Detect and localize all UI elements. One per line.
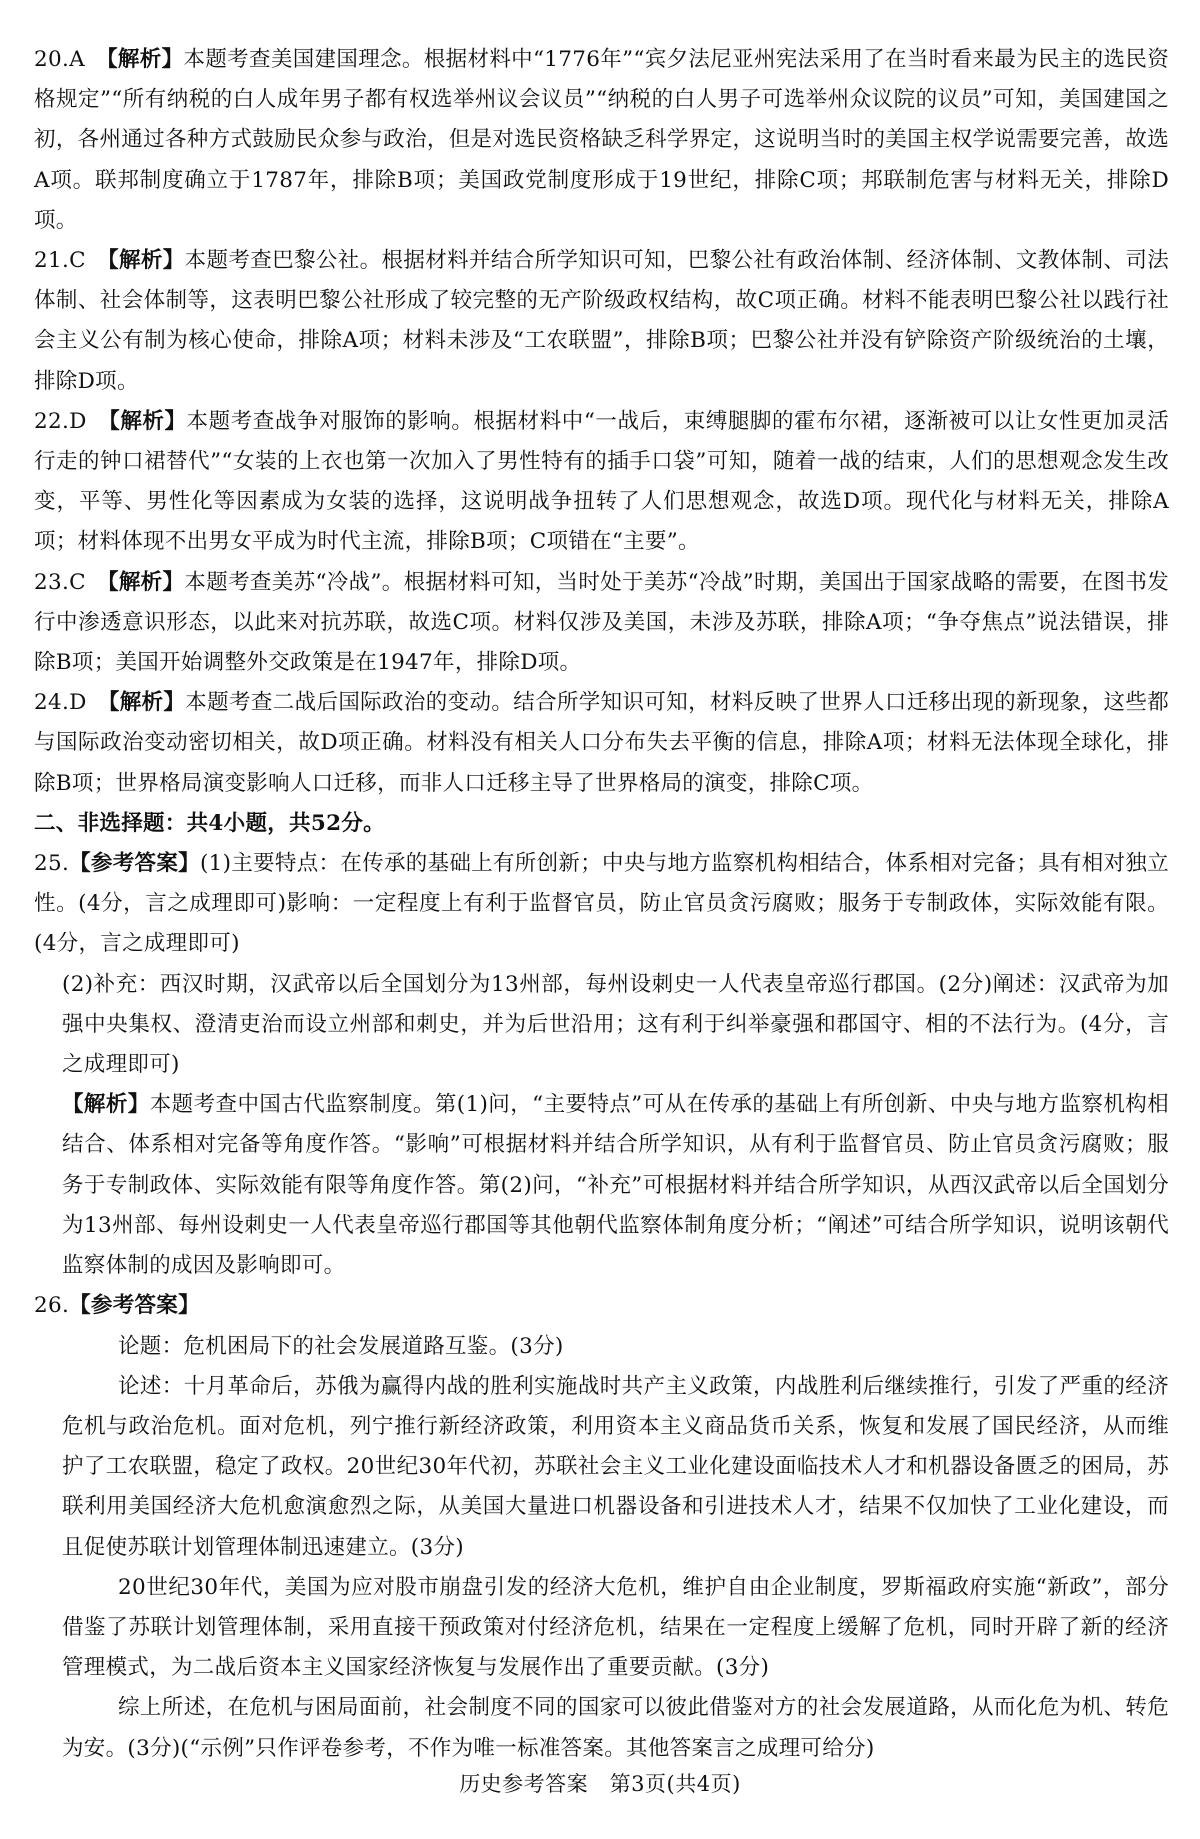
analysis-tag: 【解析】 bbox=[106, 47, 184, 72]
answer-item-22 bbox=[34, 402, 1169, 563]
item-number: 22.D bbox=[34, 408, 87, 434]
item-text: 本题考查战争对服饰的影响。根据材料中“一战后，束缚腿脚的霍布尔裙，逐渐被可以让女性更加灵活行走的钟口裙替代”“女装的上衣也第一次加入了男性特有的插手口袋”可知，随着一战的结束，人们的思想观念发生改变，平等、男性化等因素成为女装的选择，这说明战争扭转了人们思想观念，故选D项。现代化与材料无关，排除A项；材料体现不出男女平成为时代主流，排除B项；C项错在“主要”。 bbox=[34, 408, 1170, 555]
answer-item-25-analysis bbox=[34, 1085, 1169, 1286]
analysis-text: 本题考查中国古代监察制度。第(1)问，“主要特点”可从在传承的基础上有所创新、中央与地方监察机构相结合、体系相对完备等角度作答。“影响”可根据材料并结合所学知识，从有利于监督官员、防止官员贪污腐败；服务于专制政体、实际效能有限等角度作答。第(2)问，“补充”可根据材料并结合所学知识，从西汉武帝以后全国划分为13州部、每州设刺史一人代表皇帝巡行郡国等其他朝代监察体制角度分析；“阐述”可结合所学知识，说明该朝代监察体制的成因及影响即可。 bbox=[62, 1092, 1169, 1279]
item-number: 24.D bbox=[34, 690, 87, 716]
item-number: 25. bbox=[34, 851, 70, 877]
page-footer: 历史参考答案 第3页(共4页) bbox=[459, 1772, 741, 1796]
analysis-tag: 【解析】 bbox=[109, 408, 187, 434]
analysis-tag: 【解析】 bbox=[62, 1092, 150, 1118]
essay-paragraph-3: 综上所述，在危机与困局面前，社会制度不同的国家可以彼此借鉴对方的社会发展道路，从而化危为机、转危为安。(3分)(“示例”只作评卷参考，不作为唯一标准答案。其他答案言之成理可给分) bbox=[62, 1695, 1169, 1761]
essay-paragraph-1: 论述：十月革命后，苏俄为赢得内战的胜利实施战时共产主义政策，内战胜利后继续推行，引发了严重的经济危机与政治危机。面对危机，列宁推行新经济政策，利用资本主义商品货币关系，恢复和发展了国民经济，从而维护了工农联盟，稳定了政权。20世纪30年代初，苏联社会主义工业化建设面临技术人才和机器设备匮乏的困局，苏联利用美国经济大危机愈演愈烈之际，从美国大量进口机器设备和引进技术人才，结果不仅加快了工业化建设，而且促使苏联计划管理体制迅速建立。(3分) bbox=[62, 1373, 1169, 1560]
item-number: 26. bbox=[34, 1293, 70, 1319]
item-text: 本题考查美苏“冷战”。根据材料可知，当时处于美苏“冷战”时期，美国出于国家战略的需要，在图书发行中渗透意识形态，以此来对抗苏联，故选C项。材料仅涉及美国，未涉及苏联，排除A项；“争夺焦点”说法错误，排除B项；美国开始调整外交政策是在1947年，排除D项。 bbox=[34, 569, 1169, 676]
analysis-tag: 【解析】 bbox=[107, 569, 185, 595]
answer-item-25-part2 bbox=[34, 965, 1169, 1086]
item-number: 21.C bbox=[34, 248, 86, 274]
essay-paragraph-2: 20世纪30年代，美国为应对股市崩盘引发的经济大危机，维护自由企业制度，罗斯福政府实施“新政”，部分借鉴了苏联计划管理体制，采用直接干预政策对付经济危机，结果在一定程度上缓解了危机，同时开辟了新的经济管理模式，为二战后资本主义国家经济恢复与发展作出了重要贡献。(3分) bbox=[62, 1574, 1169, 1681]
answer-item-20 bbox=[34, 40, 1169, 241]
analysis-tag: 【解析】 bbox=[108, 690, 186, 716]
answer-item-25-part1 bbox=[34, 844, 1169, 965]
reference-answer-tag: 【参考答案】 bbox=[69, 851, 200, 877]
answer-item-26-header bbox=[34, 1286, 1169, 1326]
part1-text: (1)主要特点：在传承的基础上有所创新；中央与地方监察机构相结合，体系相对完备；具有相对独立性。(4分，言之成理即可)影响：一定程度上有利于监督官员，防止官员贪污腐败；服务于专制政体，实际效能有限。(4分，言之成理即可) bbox=[34, 851, 1169, 957]
reference-answer-tag: 【参考答案】 bbox=[69, 1293, 200, 1319]
answer-item-21 bbox=[34, 241, 1169, 402]
analysis-tag: 【解析】 bbox=[107, 248, 185, 274]
thesis: 论题：危机困局下的社会发展道路互鉴。(3分) bbox=[118, 1333, 564, 1359]
item-number: 20.A bbox=[34, 47, 85, 72]
item-text: 本题考查二战后国际政治的变动。结合所学知识可知，材料反映了世界人口迁移出现的新现象，这些都与国际政治变动密切相关，故D项正确。材料没有相关人口分布失去平衡的信息，排除A项；材料无法体现全球化，排除B项；世界格局演变影响人口迁移，而非人口迁移主导了世界格局的演变，排除C项。 bbox=[34, 690, 1169, 796]
answer-item-23 bbox=[34, 563, 1169, 684]
answer-item-24 bbox=[34, 683, 1169, 804]
section-title: 二、非选择题：共4小题，共52分。 bbox=[34, 810, 385, 836]
part2-text: (2)补充：西汉时期，汉武帝以后全国划分为13州部，每州设刺史一人代表皇帝巡行郡国。(2分)阐述：汉武帝为加强中央集权、澄清吏治而设立州部和刺史，并为后世沿用；这有利于纠举豪强和郡国守、相的不法行为。(4分，言之成理即可) bbox=[62, 971, 1169, 1078]
item-number: 23.C bbox=[34, 569, 86, 595]
answer-page bbox=[34, 40, 1169, 1769]
item-text: 本题考查美国建国理念。根据材料中“1776年”“宾夕法尼亚州宪法采用了在当时看来最为民主的选民资格规定”“所有纳税的白人成年男子都有权选举州议会议员”“纳税的白人男子可选举州众议院的议员”可知，美国建国之初，各州通过各种方式鼓励民众参与政治，但是对选民资格缺乏科学界定，这说明当时的美国主权学说需要完善，故选A项。联邦制度确立于1787年，排除B项；美国政党制度形成于19世纪，排除C项；邦联制危害与材料无关，排除D项。 bbox=[34, 47, 1169, 233]
item-text: 本题考查巴黎公社。根据材料并结合所学知识可知，巴黎公社有政治体制、经济体制、文教体制、司法体制、社会体制等，这表明巴黎公社形成了较完整的无产阶级政权结构，故C项正确。材料不能表明巴黎公社以践行社会主义公有制为核心使命，排除A项；材料未涉及“工农联盟”，排除B项；巴黎公社并没有铲除资产阶级统治的土壤，排除D项。 bbox=[34, 248, 1169, 394]
